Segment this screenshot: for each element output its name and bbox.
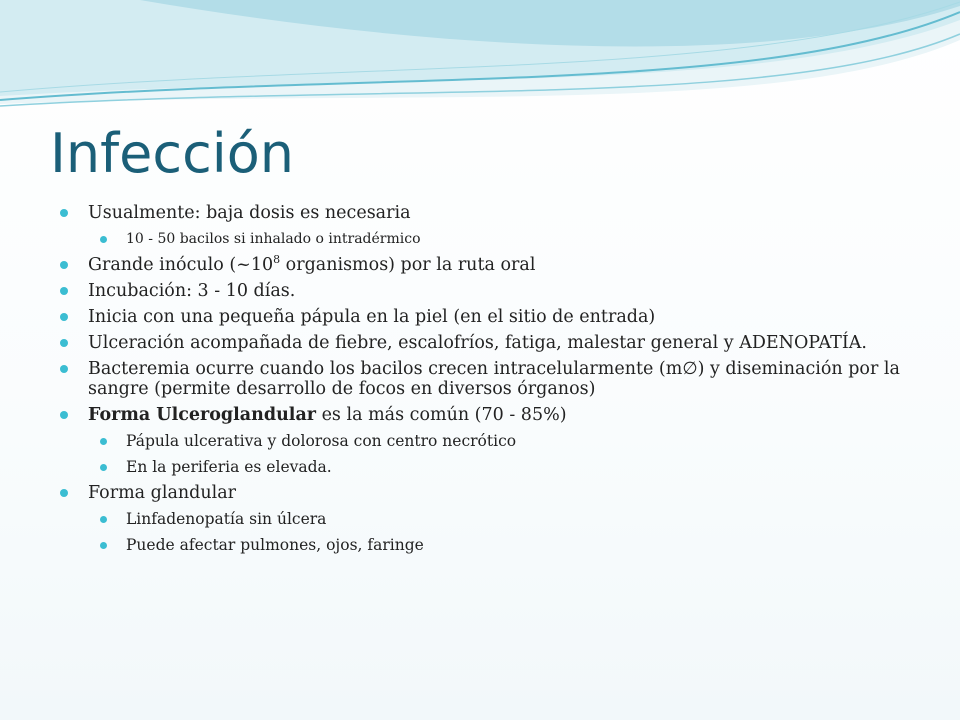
bullet-bold-text: Forma Ulceroglandular [88, 405, 317, 425]
header-wave-decoration [0, 0, 960, 110]
sub-bullet-item [60, 509, 910, 529]
sub-bullet-item [60, 457, 910, 477]
sub-bullet-item [60, 431, 910, 451]
bullet-dot-icon [60, 261, 68, 269]
bullet-item [60, 483, 910, 503]
bullet-text: Puede afectar pulmones, ojos, faringe [126, 536, 424, 554]
bullet-item [60, 307, 910, 327]
bullet-dot-icon [100, 236, 107, 243]
bullet-dot-icon [60, 209, 68, 217]
bullet-dot-icon [100, 438, 107, 445]
bullet-item [60, 255, 910, 275]
bullet-dot-icon [60, 313, 68, 321]
bullet-dot-icon [100, 516, 107, 523]
slide-title: Infección [50, 122, 295, 185]
bullet-dot-icon [100, 464, 107, 471]
bullet-text: 10 - 50 bacilos si inhalado o intradérmico [126, 231, 421, 247]
bullet-text: Forma glandular [88, 483, 237, 503]
bullet-text: Ulceración acompañada de fiebre, escalofríos, fatiga, malestar general y ADENOPATÍA. [88, 333, 867, 353]
bullet-item [60, 359, 910, 399]
bullet-item [60, 203, 910, 223]
sub-bullet-item [60, 535, 910, 555]
sub-bullet-item [60, 229, 910, 249]
bullet-text: Linfadenopatía sin úlcera [126, 510, 327, 528]
bullet-dot-icon [60, 287, 68, 295]
bullet-text-end: es la más común (70 - 85%) [316, 405, 567, 425]
bullet-dot-icon [60, 365, 68, 373]
bullet-dot-icon [60, 411, 68, 419]
bullet-item [60, 281, 910, 301]
bullet-text-end: organismos) por la ruta oral [280, 255, 536, 275]
bullet-list [60, 203, 910, 561]
bullet-dot-icon [60, 489, 68, 497]
bullet-text: Pápula ulcerativa y dolorosa con centro necrótico [126, 432, 517, 450]
bullet-dot-icon [100, 542, 107, 549]
bullet-text: Inicia con una pequeña pápula en la piel (en el sitio de entrada) [88, 307, 656, 327]
bullet-dot-icon [60, 339, 68, 347]
bullet-text: Usualmente: baja dosis es necesaria [88, 203, 411, 223]
exponent: 8 [273, 253, 281, 267]
bullet-item [60, 333, 910, 353]
bullet-text: Bacteremia ocurre cuando los bacilos crecen intracelularmente (m∅) y diseminación por la sangre (permite desarrollo de focos en diversos órganos) [88, 359, 900, 399]
bullet-text: Incubación: 3 - 10 días. [88, 281, 296, 301]
bullet-text: En la periferia es elevada. [126, 458, 332, 476]
bullet-item [60, 405, 910, 425]
bullet-text-start: Grande inóculo (~10 [88, 255, 274, 275]
